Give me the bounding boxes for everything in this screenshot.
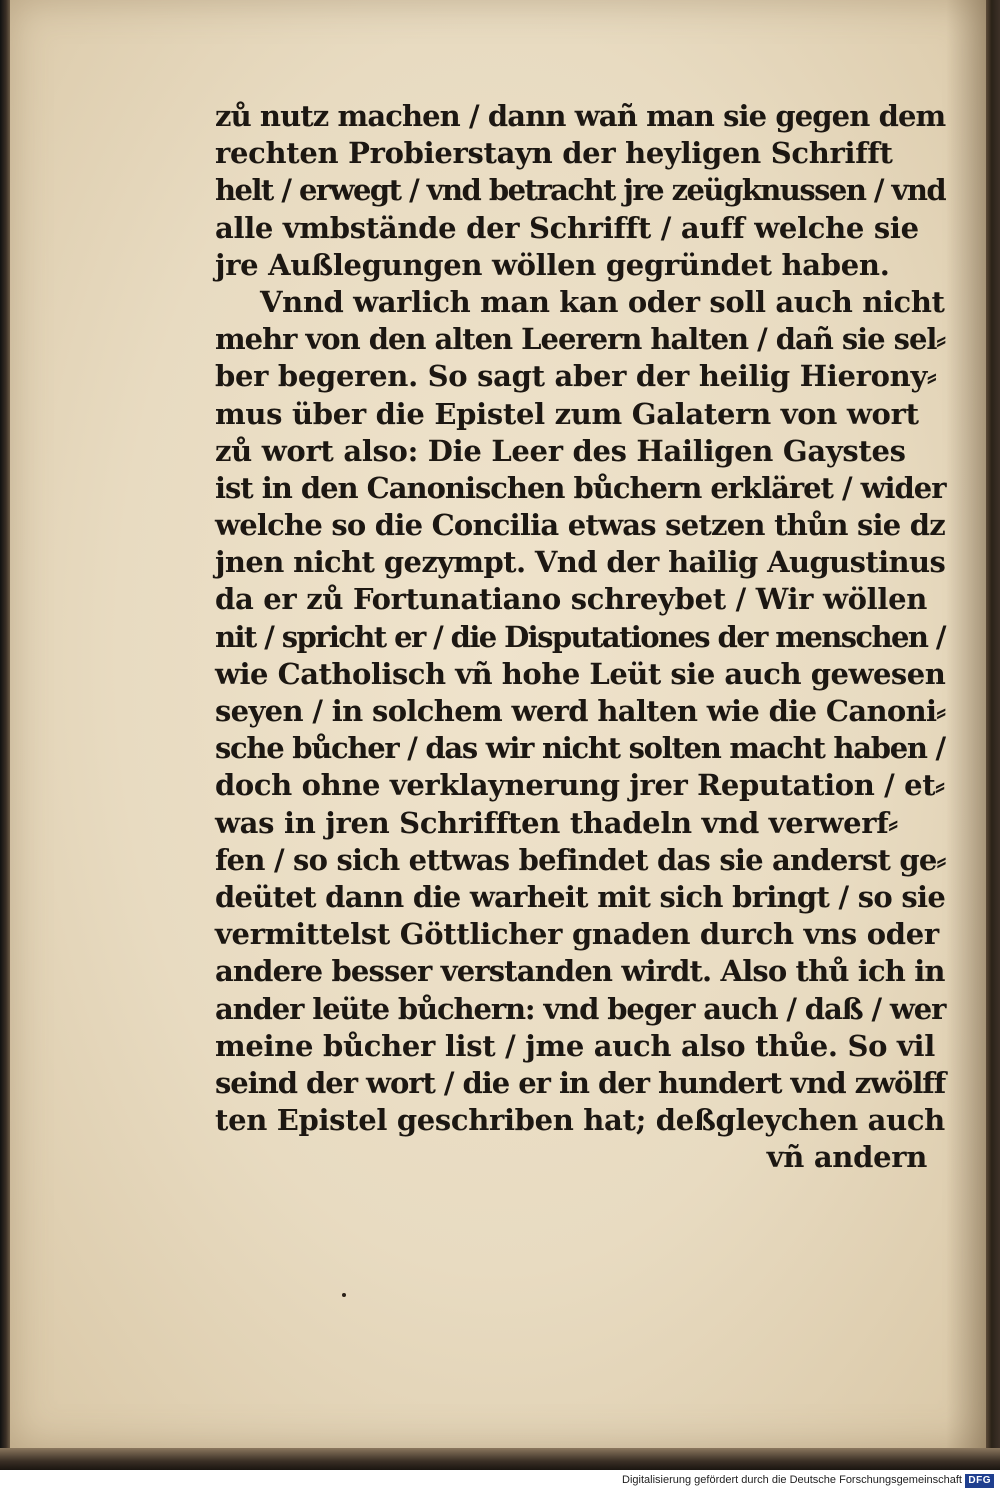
scan-right-edge (986, 0, 1000, 1470)
scan-bottom-edge (0, 1448, 1000, 1470)
text-line: seind der wort / die er in der hundert vnd zwölff (215, 1065, 946, 1100)
funding-credit: Digitalisierung gefördert durch die Deutsche Forschungsgemeinschaft (622, 1474, 962, 1486)
text-line: zů wort also: Die Leer des Hailigen Gaystes (215, 433, 906, 468)
text-line: sche bůcher / das wir nicht solten macht haben / (215, 731, 945, 766)
text-line: andere besser verstanden wirdt. Also thů ich in (215, 954, 945, 989)
text-line: da er zů Fortunatiano schreybet / Wir wöllen (215, 582, 928, 617)
text-line: helt / erwegt / vnd betracht jre zeügknussen / vnd (215, 173, 946, 208)
text-line: mus über die Epistel zum Galatern von wort (215, 396, 919, 431)
text-line: was in jren Schrifften thadeln vnd verwerf⸗ (215, 805, 898, 840)
dfg-logo: DFG (965, 1474, 994, 1488)
text-line: deütet dann die warheit mit sich bringt / so sie (215, 879, 946, 914)
text-line: jnen nicht gezympt. Vnd der hailig Augustinus (215, 545, 946, 580)
text-line: nit / spricht er / die Disputationes der menschen / (215, 619, 945, 654)
text-line: mehr von den alten Leerern halten / dañ sie sel⸗ (215, 322, 945, 357)
text-line: ander leüte bůchern: vnd beger auch / daß / wer (215, 991, 946, 1026)
text-line: welche so die Concilia etwas setzen thůn sie dz (215, 508, 946, 543)
text-line: ber begeren. So sagt aber der heilig Hierony⸗ (215, 359, 937, 394)
text-line-paragraph-start: Vnnd warlich man kan oder soll auch nicht (260, 284, 945, 319)
text-line: seyen / in solchem werd halten wie die Canoni⸗ (215, 694, 946, 728)
text-line: vermittelst Göttlicher gnaden durch vns oder (215, 917, 939, 952)
text-line: meine bůcher list / jme auch also thůe. So vil (215, 1028, 935, 1063)
text-line: doch ohne verklaynerung jrer Reputation / et⸗ (215, 768, 945, 803)
text-line: rechten Probierstayn der heyligen Schrifft (215, 136, 893, 171)
catchword: vñ andern (766, 1140, 927, 1175)
text-line: alle vmbstände der Schrifft / auff welche sie (215, 210, 919, 245)
text-line: wie Catholisch vñ hohe Leüt sie auch gewesen (215, 656, 946, 691)
gutter-shadow (946, 0, 986, 1448)
text-line: jre Außlegungen wöllen gegründet haben. (215, 247, 890, 282)
text-line: ist in den Canonischen bůchern erkläret / wider (215, 470, 946, 505)
text-line: ten Epistel geschriben hat; deßgleychen auch (215, 1103, 945, 1138)
scan-left-edge (0, 0, 10, 1470)
ink-speck (342, 1293, 346, 1297)
body-text (215, 98, 945, 1176)
text-line: zů nutz machen / dann wañ man sie gegen dem (215, 99, 946, 133)
text-line: fen / so sich ettwas befindet das sie anderst ge⸗ (215, 842, 946, 877)
footer-bar (0, 1470, 1000, 1492)
